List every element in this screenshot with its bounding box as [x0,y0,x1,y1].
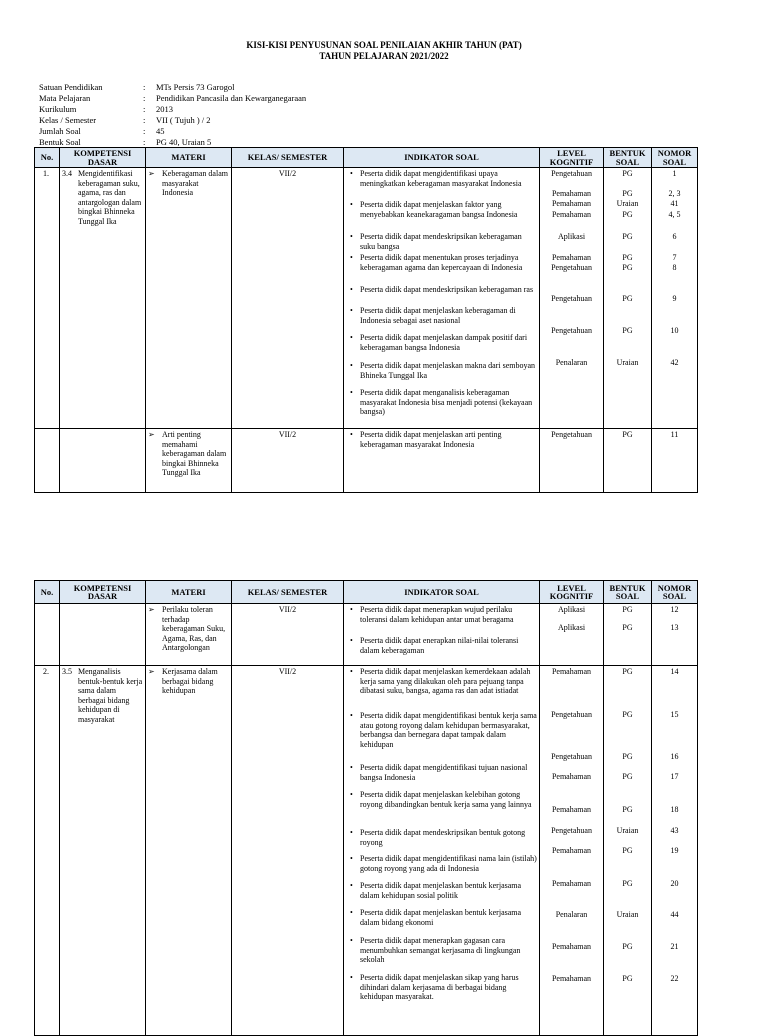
nomor-value: 21 [670,942,679,951]
indikator-item: • Peserta didik dapat menjelaskan bentuk kerjasama dalam bidang ekonomi [360,908,537,936]
indikator-cell [344,429,540,493]
bentuk-value: PG [622,263,633,272]
level-value: Pemahaman [551,974,592,983]
header-materi: MATERI [146,148,232,168]
arrow-bullet-icon: ➢ [148,169,155,178]
info-label: Mata Pelajaran [39,93,91,103]
header-indikator: INDIKATOR SOAL [344,581,540,604]
row-number [35,429,60,493]
kd-cell [60,168,146,429]
nomor-value: 9 [672,294,677,303]
materi-cell [146,168,232,429]
level-value: Pengetahuan [551,263,592,272]
bentuk-value: PG [622,752,633,761]
level-value: Pengetahuan [551,169,592,178]
level-value: Pemahaman [551,667,592,676]
bentuk-value: PG [622,879,633,888]
bentuk-value: PG [622,974,633,983]
info-label: Jumlah Soal [39,126,81,136]
nomor-value: 44 [670,910,679,919]
nomor-cell: 11 [652,429,698,493]
row-number: 2. [35,666,60,1036]
materi-cell [146,429,232,493]
nomor-cell [652,666,698,1036]
bentuk-value: Uraian [616,199,639,208]
level-value: Pemahaman [551,879,592,888]
level-value: Pengetahuan [551,710,592,719]
arrow-bullet-icon: ➢ [148,430,155,439]
materi-text: Arti penting memahami keberagaman dalam bingkai Bhinneka Tunggal Ika [162,430,227,477]
materi-text: Keberagaman dalam masyarakat Indonesia [162,169,228,197]
indikator-item: • Peserta didik dapat menjelaskan makna dari semboyan Bhineka Tunggal Ika [360,361,537,388]
kd-code: 3.5 [62,667,72,676]
indikator-item: • Peserta didik dapat menjelaskan sikap yang harus dihindari dalam kerjasama di berbagai bidang kehidupan masyarakat. [360,973,537,1002]
header-level: LEVEL KOGNITIF [540,148,604,168]
header-kd: KOMPETENSI DASAR [60,581,146,604]
info-label: Kurikulum [39,104,77,114]
info-value: MTs Persis 73 Garogol [156,82,235,92]
info-colon: : [143,104,146,114]
nomor-value: 20 [670,879,679,888]
grid-table-1 [34,147,698,493]
level-value: Pemahaman [551,189,592,198]
header-kelas: KELAS/ SEMESTER [232,581,344,604]
kd-cell [60,666,146,1036]
nomor-value: 1 [672,169,677,178]
indikator-item: • Peserta didik dapat menerapkan gagasan cara menumbuhkan semangat kerjasama di lingkungan sekolah [360,936,537,973]
indikator-item: • Peserta didik dapat mendeskripsikan keberagaman ras [360,285,537,306]
bentuk-value: PG [622,232,633,241]
kelas-cell: VII/2 [232,604,344,666]
table-row [35,429,698,493]
info-colon: : [143,93,146,103]
info-colon: : [143,82,146,92]
nomor-value: 14 [670,667,679,676]
header-row [35,148,698,168]
header-no: No. [35,581,60,604]
bentuk-value: PG [622,667,633,676]
bentuk-value: Uraian [616,826,639,835]
header-nomor: NOMOR SOAL [652,581,698,604]
nomor-value: 7 [672,253,677,262]
nomor-cell [652,168,698,429]
table-row [35,168,698,429]
bentuk-value: PG [622,169,633,178]
info-colon: : [143,137,146,147]
header-materi: MATERI [146,581,232,604]
bentuk-value: Uraian [616,910,639,919]
nomor-value: 15 [670,710,679,719]
header-kd: KOMPETENSI DASAR [60,148,146,168]
document-subtitle: TAHUN PELAJARAN 2021/2022 [319,51,449,61]
level-value: Pemahaman [551,805,592,814]
level-value: Pengetahuan [551,752,592,761]
indikator-item: • Peserta didik dapat menjelaskan arti penting keberagaman masyarakat Indonesia [360,430,537,449]
kd-code: 3.4 [62,169,72,178]
bentuk-cell: PG [604,429,652,493]
header-kelas: KELAS/ SEMESTER [232,148,344,168]
nomor-value: 43 [670,826,679,835]
level-value: Aplikasi [557,623,586,632]
info-value: 2013 [156,104,173,114]
level-value: Aplikasi [557,232,586,241]
kelas-cell: VII/2 [232,666,344,1036]
kelas-cell: VII/2 [232,168,344,429]
bentuk-value: PG [622,805,633,814]
info-colon: : [143,115,146,125]
level-cell [540,666,604,1036]
level-value: Pemahaman [551,772,592,781]
nomor-value: 42 [670,358,679,367]
nomor-value: 10 [670,326,679,335]
header-bentuk: BENTUK SOAL [604,581,652,604]
row-number: 1. [35,168,60,429]
level-value: Pengetahuan [551,826,592,835]
nomor-value: 2, 3 [668,189,681,198]
bentuk-value: PG [622,294,633,303]
indikator-item: • Peserta didik dapat menjelaskan faktor yang menyebabkan keanekaragaman bangsa Indonesia [360,200,537,232]
header-level: LEVEL KOGNITIF [540,581,604,604]
indikator-cell [344,666,540,1036]
bentuk-cell [604,168,652,429]
kd-cell [60,604,146,666]
bentuk-cell [604,604,652,666]
bentuk-value: PG [622,772,633,781]
nomor-value: 41 [670,199,679,208]
bentuk-cell [604,666,652,1036]
indikator-item: • Peserta didik dapat mengidentifikasi bentuk kerja sama atau gotong royong dalam kehidupan bermasyarakat, berbangsa dan bernegara dapat tampak dalam kehidupan [360,711,537,763]
bentuk-value: PG [622,605,633,614]
header-bentuk: BENTUK SOAL [604,148,652,168]
header-nomor: NOMOR SOAL [652,148,698,168]
materi-cell [146,604,232,666]
indikator-item: • Peserta didik dapat menjelaskan dampak positif dari keberagaman bangsa Indonesia [360,333,537,361]
bentuk-value: Uraian [616,358,639,367]
materi-cell [146,666,232,1036]
nomor-value: 19 [670,846,679,855]
identity-block [39,82,306,148]
nomor-cell [652,604,698,666]
indikator-item: • Peserta didik dapat mengidentifikasi upaya meningkatkan keberagaman masyarakat Indonesia [360,169,537,200]
nomor-value: 13 [670,623,679,632]
info-value: Pendidikan Pancasila dan Kewarganegaraan [156,93,307,103]
nomor-value: 16 [670,752,679,761]
kd-text: Mengidentifikasi keberagaman suku, agama, ras dan antargologan dalam bingkai Bhinneka Tunggal Ika [78,169,142,226]
table-row [35,666,698,1036]
info-label: Bentuk Soal [39,137,81,147]
level-value: Pemahaman [551,253,592,262]
level-value: Pengetahuan [551,326,592,335]
nomor-value: 12 [670,605,679,614]
info-row [39,93,306,104]
indikator-item: • Peserta didik dapat mendeskripsikan bentuk gotong royong [360,828,537,854]
indikator-cell [344,168,540,429]
info-row [39,115,306,126]
kd-cell [60,429,146,493]
indikator-cell [344,604,540,666]
bentuk-value: PG [622,253,633,262]
info-row [39,82,306,93]
level-value: Aplikasi [557,605,586,614]
nomor-value: 8 [672,263,677,272]
indikator-item: • Peserta didik dapat menganalisis keberagaman masyarakat Indonesia bisa menjadi potensi (kekayaan bangsa) [360,388,537,417]
nomor-value: 17 [670,772,679,781]
level-value: Pengetahuan [551,294,592,303]
level-cell [540,168,604,429]
indikator-item: • Peserta didik dapat mengidentifikasi nama lain (istilah) gotong royong yang ada di Indonesia [360,854,537,881]
indikator-item: • Peserta didik dapat menentukan proses terjadinya keberagaman agama dan kepercayaan di Indonesia [360,253,537,285]
header-no: No. [35,148,60,168]
info-label: Kelas / Semester [39,115,97,125]
bentuk-value: PG [622,210,633,219]
nomor-value: 6 [672,232,677,241]
header-row [35,581,698,604]
indikator-item: • Peserta didik dapat menerapkan wujud perilaku toleransi dalam kehidupan antar umat beragama [360,605,537,636]
kd-text: Menganalisis bentuk-bentuk kerja sama dalam berbagai bidang kehidupan di masyarakat [78,667,143,724]
level-cell: Pengetahuan [540,429,604,493]
level-value: Penalaran [555,358,588,367]
table-row [35,604,698,666]
indikator-item: • Peserta didik dapat mengidentifikasi tujuan nasional bangsa Indonesia [360,763,537,790]
indikator-item: • Peserta didik dapat enerapkan nilai-nilai toleransi dalam keberagaman [360,636,537,655]
arrow-bullet-icon: ➢ [148,605,155,614]
materi-text: Perilaku toleran terhadap keberagaman Suku, Agama, Ras, dan Antargolongan [162,605,226,652]
nomor-value: 22 [670,974,679,983]
level-cell [540,604,604,666]
level-value: Pemahaman [551,846,592,855]
info-colon: : [143,126,146,136]
indikator-item: • Peserta didik dapat menjelaskan keberagaman di Indonesia sebagai aset nasional [360,306,537,333]
info-value: 45 [156,126,165,136]
bentuk-value: PG [622,623,633,632]
indikator-item: • Peserta didik dapat menjelaskan kelebihan gotong royong dibandingkan bentuk kerja sama yang lainnya [360,790,537,828]
materi-text: Kerjasama dalam berbagai bidang kehidupan [162,667,218,695]
bentuk-value: PG [622,846,633,855]
info-value: VII ( Tujuh ) / 2 [156,115,211,125]
level-value: Penalaran [555,910,588,919]
header-indikator: INDIKATOR SOAL [344,148,540,168]
info-row [39,126,306,137]
bentuk-value: PG [622,326,633,335]
info-row [39,104,306,115]
bentuk-value: PG [622,942,633,951]
arrow-bullet-icon: ➢ [148,667,155,676]
row-number [35,604,60,666]
level-value: Pemahaman [551,942,592,951]
indikator-item: • Peserta didik dapat mendeskripsikan keberagaman suku bangsa [360,232,537,253]
document-title: KISI-KISI PENYUSUNAN SOAL PENILAIAN AKHIR TAHUN (PAT) [246,40,522,50]
level-value: Pemahaman [551,210,592,219]
bentuk-value: PG [622,710,633,719]
kelas-cell: VII/2 [232,429,344,493]
grid-table-2 [34,580,698,1036]
indikator-item: • Peserta didik dapat menjelaskan kemerdekaan adalah kerja sama yang dilakukan oleh para pejuang tanpa dibatasi suku, bangsa, agama ras dan adat istiadat [360,667,537,711]
level-value: Pemahaman [551,199,592,208]
info-value: PG 40, Uraian 5 [156,137,212,147]
bentuk-value: PG [622,189,633,198]
info-label: Satuan Pendidikan [39,82,103,92]
nomor-value: 4, 5 [668,210,681,219]
indikator-item: • Peserta didik dapat menjelaskan bentuk kerjasama dalam kehidupan sosial politik [360,881,537,908]
nomor-value: 18 [670,805,679,814]
